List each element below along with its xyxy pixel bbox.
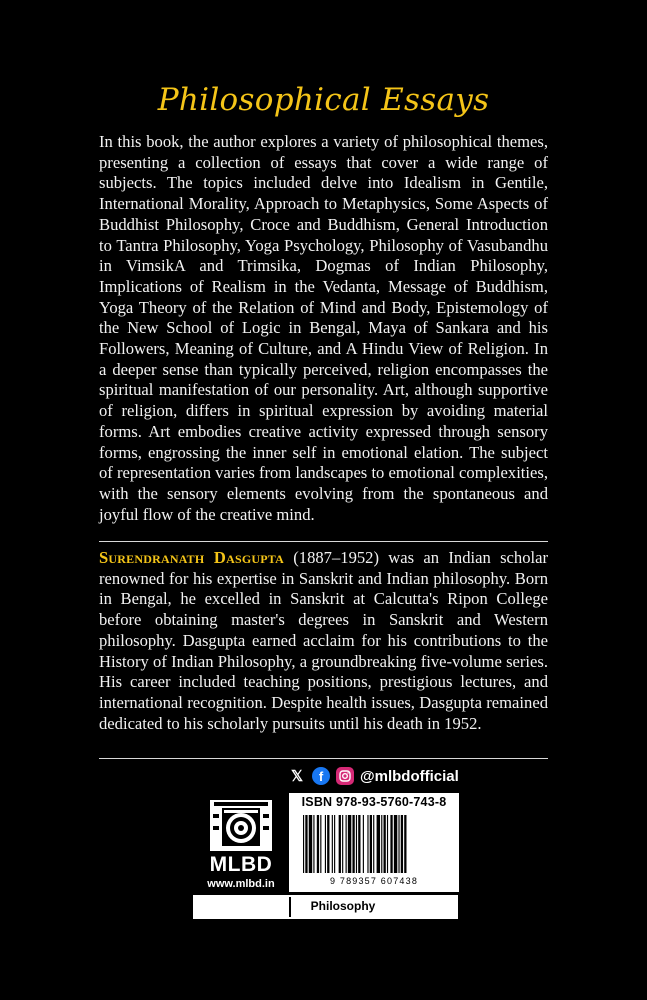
facebook-icon: f	[312, 767, 330, 785]
author-bio-text: (1887–1952) was an Indian scholar renowned for his expertise in Sanskrit and Indian philosophy. Born in Bengal, he excelled in Sanskrit at Calcutta's Ripon College before obtaining master's degrees in Sanskrit and Western philosophy. Dasgupta earned acclaim for his contributions to the History of Indian Philosophy, a groundbreaking five-volume series. His career included teaching positions, prestigious lectures, and international recognition. Despite health issues, Dasgupta remained dedicated to his scholarly pursuits until his death in 1952.	[99, 548, 548, 733]
barcode-bar	[377, 815, 380, 873]
barcode-bar	[313, 815, 314, 873]
divider-top	[99, 541, 548, 542]
instagram-icon	[336, 767, 354, 785]
author-bio	[99, 548, 548, 734]
social-links	[288, 765, 459, 787]
barcode-bar	[404, 815, 406, 873]
barcode-bar	[394, 815, 397, 873]
barcode-bar	[398, 815, 399, 873]
isbn-label: ISBN 978-93-5760-743-8	[301, 795, 447, 809]
barcode-bar	[358, 815, 360, 873]
publisher-website: www.mlbd.in	[207, 878, 275, 890]
barcode-icon	[301, 815, 447, 875]
barcode-bar	[367, 815, 368, 873]
category-label: Philosophy	[310, 899, 376, 913]
barcode-bar	[401, 815, 403, 873]
barcode-digits: 9 789357 607438	[329, 876, 419, 886]
barcode-bar	[303, 815, 304, 873]
barcode-bar	[356, 815, 357, 873]
author-name: Surendranath Dasgupta	[99, 548, 284, 567]
book-description: In this book, the author explores a variety of philosophical themes, presenting a collection of essays that cover a wide range of subjects. The topics included delve into Idealism in Gentile, International Morality, Approach to Metaphysics, Some Aspects of Buddhist Philosophy, Croce and Buddhism, General Introduction to Tantra Philosophy, Yoga Psychology, Philosophy of Vasubandhu in VimsikA and Trimsika, Dogmas of Indian Philosophy, Implications of Realism in the Vedanta, Message of Buddhism, Yoga Theory of the Relation of Mind and Body, Epistemology of the New School of Logic in Bengal, Maya of Sankara and his Followers, Meaning of Culture, and A Hindu View of Religion. In a deeper sense than typically perceived, religion encompasses the spiritual manifestation of our personality. Art, although supportive of religion, differs in spiritual expression by avoiding material forms. Art embodies creative activity expressed through sensory forms, engrossing the inner self in emotional elation. The subject of representation varies from landscapes to emotional complexities, with the sensory elements evolving from the spontaneous and joyful flow of the creative mind.	[99, 132, 548, 524]
barcode-bar	[327, 815, 329, 873]
barcode-bar	[390, 815, 392, 873]
barcode-bar	[332, 815, 333, 873]
barcode-bar	[309, 815, 312, 873]
barcode-bar	[352, 815, 354, 873]
barcode-bar	[317, 815, 319, 873]
book-title: Philosophical Essays	[157, 82, 490, 118]
barcode-bar	[387, 815, 388, 873]
barcode-bar	[370, 815, 372, 873]
barcode-bar	[339, 815, 341, 873]
barcode-bar	[373, 815, 374, 873]
barcode-panel	[289, 793, 459, 892]
barcode-bar	[320, 815, 321, 873]
barcode-bar	[334, 815, 335, 873]
barcode-bar	[325, 815, 326, 873]
barcode-bar	[305, 815, 307, 873]
publisher-brand: MLBD	[209, 853, 273, 876]
category-divider	[289, 897, 291, 917]
barcode-bar	[384, 815, 386, 873]
x-icon: 𝕏	[290, 768, 304, 785]
category-panel	[193, 895, 458, 919]
divider-bottom	[99, 758, 548, 759]
barcode-bar	[363, 815, 364, 873]
barcode-bar	[346, 815, 347, 873]
barcode-bar	[381, 815, 382, 873]
barcode-bar	[342, 815, 343, 873]
barcode-bar	[348, 815, 351, 873]
social-handle: @mlbdofficial	[360, 767, 459, 785]
